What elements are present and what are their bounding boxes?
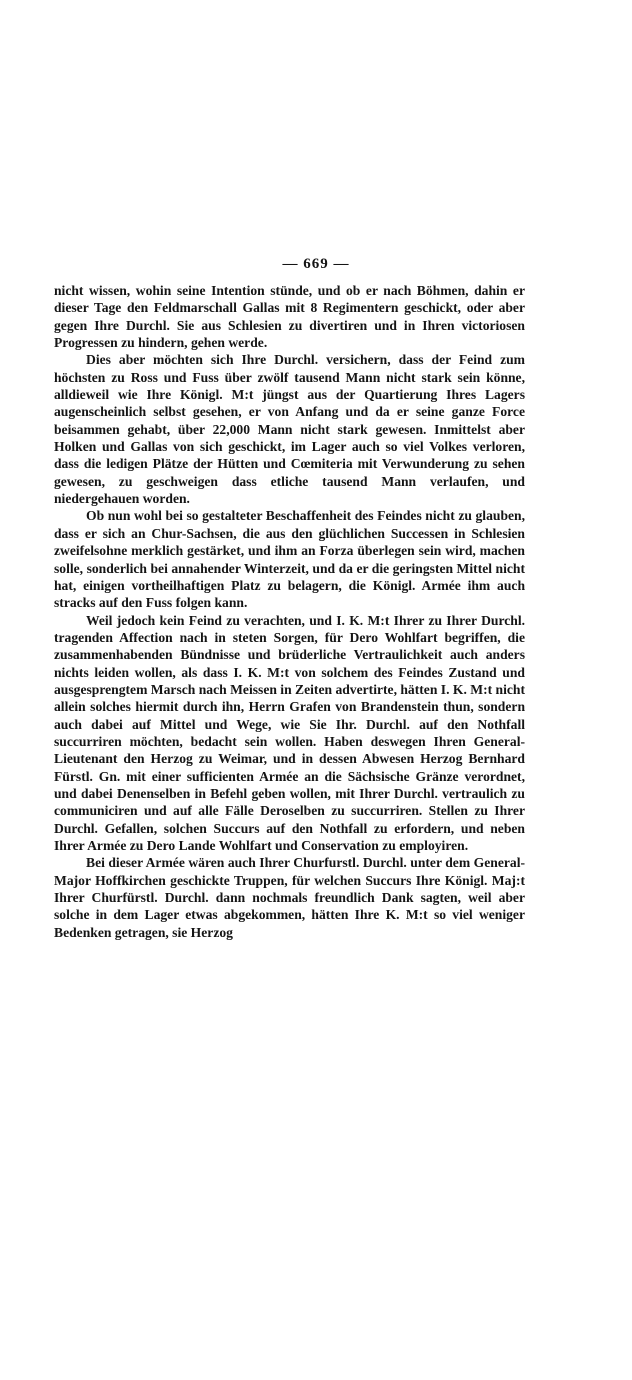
paragraph: nicht wissen, wohin seine Intention stünde, und ob er nach Böhmen, dahin er dieser Tage den Feldmarschall Gallas mit 8 Regimentern geschickt, oder aber gegen Ihre Durchl. Sie aus Schlesien zu divertiren und in Ihren victoriosen Progressen zu hindern, gehen werde. [54,283,525,351]
paragraph: Weil jedoch kein Feind zu verachten, und I. K. M:t Ihrer zu Ihrer Durchl. tragenden Affection nach in steten Sorgen, für Dero Wohlfart begriffen, die zusammenhabenden Bündnisse und brüderliche Vertraulichkeit auch anders nichts leiden wollen, als dass I. K. M:t von solchem des Feindes Zustand und ausgesprengtem Marsch nach Meissen in Zeiten advertirte, hätten I. K. M:t nicht allein solches hiermit durch ihn, Herrn Grafen von Brandenstein thun, sondern auch dabei auf Mittel und Wege, wie Sie Ihr. Durchl. auf den Nothfall succurriren möchten, bedacht sein wollen. Haben deswegen Ihren General-Lieutenant den Herzog zu Weimar, und in dessen Abwesen Herzog Bernhard Fürstl. Gn. mit einer sufficienten Armée an die Sächsische Gränze verordnet, und dabei Denenselben in Befehl geben wollen, mit Ihrer Durchl. vertraulich zu communiciren und auf alle Fälle Deroselben zu succurriren. Stellen zu Ihrer Durchl. Gefallen, solchen Succurs auf den Nothfall zu erfordern, und neben Ihrer Armée zu Dero Lande Wohlfart und Conservation zu employiren. [54,612,525,853]
paragraph: Bei dieser Armée wären auch Ihrer Churfurstl. Durchl. unter dem General-Major Hoffkirchen geschickte Truppen, für welchen Succurs Ihre Königl. Maj:t Ihrer Churfürstl. Durchl. dann nochmals freundlich Dank sagten, weil aber solche in dem Lager etwas abgekommen, hätten Ihre K. M:t so viel weniger Bedenken getragen, sie Herzog [54,855,525,940]
paragraph: Ob nun wohl bei so gestalteter Beschaffenheit des Feindes nicht zu glauben, dass er sich an Chur-Sachsen, die aus den glüchlichen Successen in Schlesien zweifelsohne merklich gestärket, und ihm an Forza überlegen sein wird, machen solle, sonderlich bei annahender Winterzeit, und da er die geringsten Mittel nicht hat, einigen vortheilhaftigen Platz zu belagern, die Königl. Armée ihm auch stracks auf den Fuss folgen kann. [54,508,525,611]
paragraph: Dies aber möchten sich Ihre Durchl. versichern, dass der Feind zum höchsten zu Ross und Fuss über zwölf tausend Mann nicht stark sein könne, alldieweil wie Ihre Königl. M:t jüngst aus der Quartierung Ihres Lagers augenscheinlich selbst gesehen, er von Anfang und da er seine ganze Force beisammen gehabt, über 22,000 Mann nicht stark gewesen. Inmittelst aber Holken und Gallas von sich geschickt, im Lager auch so viel Volkes verloren, dass die ledigen Plätze der Hütten und Cœmiteria mit Verwunderung zu sehen gewesen, zu geschweigen dass etliche tausend Mann verlaufen, und niedergehauen worden. [54,352,525,507]
body-text [54,282,525,941]
page-number: — 669 — [282,256,350,272]
